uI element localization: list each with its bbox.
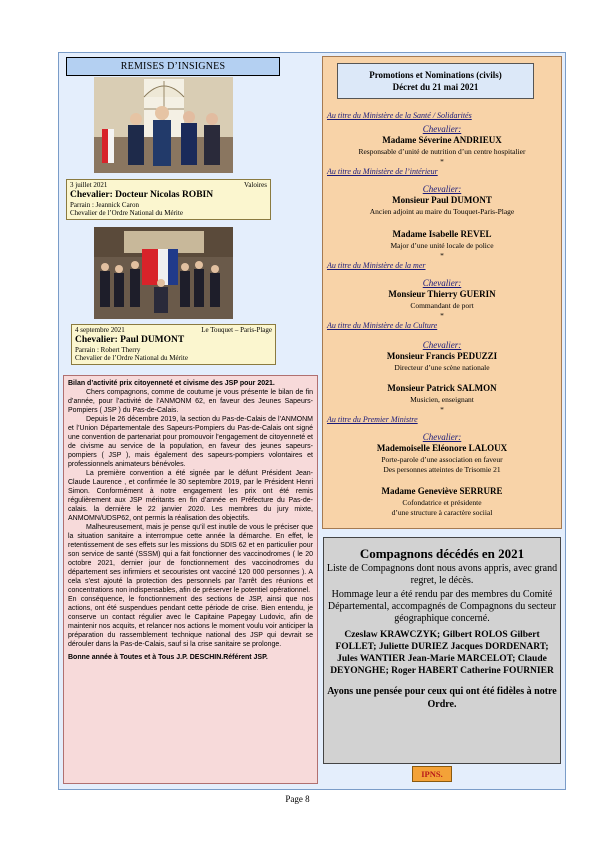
separator-star: * xyxy=(440,311,444,320)
deceased-hommage: Hommage leur a été rendu par des membres du Comité Départemental, accompagnés de Compagnons du secteur géographique concerné. xyxy=(327,589,557,624)
caption-place: Valoires xyxy=(244,181,267,189)
nominee-name: Monsieur Paul DUMONT xyxy=(392,195,492,205)
bilan-paragraph: Depuis le 26 décembre 2019, la section du Pas-de-Calais de l’ANMONM et l’Union Départementale des Sapeurs-Pompiers du Pas-de-Calais ont signé une convention de partenariat pour promouvoir l’engagement de citoyenneté et de civisme au service de la population, en faveur des jeunes sapeurs-pompiers ( JSP ), mais également des sapeurs-pompiers volontaires et professionnels animateurs bénévoles. xyxy=(68,416,313,468)
caption-date: 3 juillet 2021 xyxy=(70,181,108,189)
separator-star: * xyxy=(440,405,444,414)
nominee-name: Monsieur Thierry GUERIN xyxy=(388,289,496,299)
nominee-name: Madame Isabelle REVEL xyxy=(392,229,492,239)
caption-order: Chevalier de l’Ordre National du Mérite xyxy=(70,209,183,217)
caption-title: Chevalier: Paul DUMONT xyxy=(75,334,185,345)
ceremony-photo-valoires xyxy=(94,77,233,173)
caption-dumont xyxy=(71,324,276,365)
nominee-description: Des personnes atteintes de Trisomie 21 xyxy=(383,465,501,474)
ministry-heading: Au titre du Ministère de la Santé / Solidarités xyxy=(327,111,472,120)
bilan-article xyxy=(63,375,318,784)
nominee-name: Madame Geneviève SERRURE xyxy=(381,486,503,496)
nominee-description: Cofondatrice et présidente xyxy=(402,498,482,507)
nominee-description: Musicien, enseignant xyxy=(410,395,474,404)
deceased-title: Compagnons décédés en 2021 xyxy=(359,546,525,561)
deceased-intro: Liste de Compagnons dont nous avons appris, avec grand regret, le décès. xyxy=(326,563,558,586)
nominee-name: Monsieur Francis PEDUZZI xyxy=(386,351,498,361)
nominee-description: d’une structure à caractère sociial xyxy=(391,508,493,517)
nominee-description: Directeur d’une scène nationale xyxy=(394,363,490,372)
nominee-description: Commandant de port xyxy=(410,301,474,310)
nominee-description: Major d’une unité locale de police xyxy=(390,241,494,250)
ceremony-photo-touquet xyxy=(94,227,233,319)
remises-title: REMISES D’INSIGNES xyxy=(66,57,280,76)
ministry-heading: Au titre du Ministère de l’intérieur xyxy=(327,167,438,176)
deceased-closing: Ayons une pensée pour ceux qui ont été fidèles à notre Ordre. xyxy=(327,686,557,710)
grade-label: Chevalier: xyxy=(422,432,462,442)
bilan-paragraph: Chers compagnons, comme de coutume je vous présente le bilan de fin d’année, pour l’activité de l’ANMONM 62, en faveur des Jeunes Sapeurs-Pompiers ( JSP ) du Pas-de-Calais. xyxy=(68,389,313,414)
caption-place: Le Touquet – Paris-Plage xyxy=(201,326,272,334)
grade-label: Chevalier: xyxy=(422,278,462,288)
caption-title: Chevalier: Docteur Nicolas ROBIN xyxy=(70,189,214,200)
caption-order: Chevalier de l’Ordre National du Mérite xyxy=(75,354,188,362)
deceased-box xyxy=(323,537,561,764)
nominee-name: Mademoiselle Eléonore LALOUX xyxy=(376,443,508,453)
promotions-box xyxy=(322,56,562,529)
nominee-name: Monsieur Patrick SALMON xyxy=(387,383,497,393)
nominee-description: Responsable d’unité de nutrition d’un centre hospitalier xyxy=(358,147,526,156)
bilan-paragraph: Malheureusement, mais je pense qu’il est inutile de vous le préciser que la situation sanitaire a interrompue cette année la démarche. En effet, le retentissement de ses effets sur les missions du SDIS 62 et en particulier pour son service de santé (SSSM) qui a fait fonctionner des vaccinodromes ( le 20 octobre 2021, dernier jour de fonctionnement des vaccinodromes du département ses infirmiers et secouristes ont vacciné 120 000 personnes ). A cela s’est ajouté la protection des personnels par l’arrêt des réunions et concentrations non indispensables, afin de préserver le potentiel opérationnel. xyxy=(68,524,313,594)
ministry-heading: Au titre du Ministère de la Culture xyxy=(327,321,438,330)
promotions-title-line: Promotions et Nominations (civils) xyxy=(369,70,502,80)
caption-robin xyxy=(66,179,271,220)
ministry-heading: Au titre du Premier Ministre xyxy=(327,415,418,424)
nominee-name: Madame Séverine ANDRIEUX xyxy=(382,135,502,145)
caption-parrain: Parrain : Robert Therry xyxy=(75,345,141,354)
grade-label: Chevalier: xyxy=(422,184,462,194)
separator-star: * xyxy=(440,157,444,166)
deceased-names: Czeslaw KRAWCZYK; Gilbert ROLOS Gilbert FOLLET; Juliette DURIEZ Jacques DORDENART; Jules WANTIER Jean-Marie MARCELOT; Claude DEYONGHE; Roger HABERT Catherine FOURNIER xyxy=(330,630,554,676)
grade-label: Chevalier: xyxy=(422,340,462,350)
bilan-paragraph: En conséquence, le fonctionnement des sections de JSP, ainsi que nos actions, ont été suspendues pendant cette période de crise. Bien entendu, je conserve un contact régulier avec le Capitaine Papegay Ludovic, afin de maintenir nos acquits, et relancer nos actions le moment voulu voir anticiper la préparation du rassemblement technique national des JSP qui devrait se dérouler dans la Pas-de-Calais, sauf si la crise sanitaire se prolonge. xyxy=(68,596,313,648)
page-number: Page 8 xyxy=(285,794,310,804)
bilan-paragraph: La première convention a été signée par le défunt Président Jean-Claude Laurence , et confirmée le 30 septembre 2019, par le Président Henri Simon. Conformément à notre engagement les prix ont été remis régulièrement aux JSP méritants en fin d’année en Préfecture du Pas-de-calais. la dernière le 22 janvier 2020. Les membres du jury mixte, ANMOMN/UDSP62, ont permis la réalisation des objectifs. xyxy=(68,470,313,522)
separator-star: * xyxy=(440,251,444,260)
ipns-badge: IPNS. xyxy=(412,766,452,782)
ministry-heading: Au titre du Ministère de la mer xyxy=(327,261,426,270)
promotions-decree-line: Décret du 21 mai 2021 xyxy=(392,82,479,92)
caption-parrain: Parrain : Jeannick Caron xyxy=(70,200,140,209)
bilan-signature: Bonne année à Toutes et à Tous J.P. DESCHIN.Référent JSP. xyxy=(68,654,268,661)
caption-date: 4 septembre 2021 xyxy=(75,326,125,334)
bilan-heading: Bilan d’activité prix citoyenneté et civisme des JSP pour 2021. xyxy=(68,380,275,387)
nominee-description: Porte-parole d’une association en faveur xyxy=(381,455,503,464)
promotions-title xyxy=(337,63,534,99)
grade-label: Chevalier: xyxy=(422,124,462,134)
nominee-description: Ancien adjoint au maire du Touquet-Paris-Plage xyxy=(369,207,515,216)
